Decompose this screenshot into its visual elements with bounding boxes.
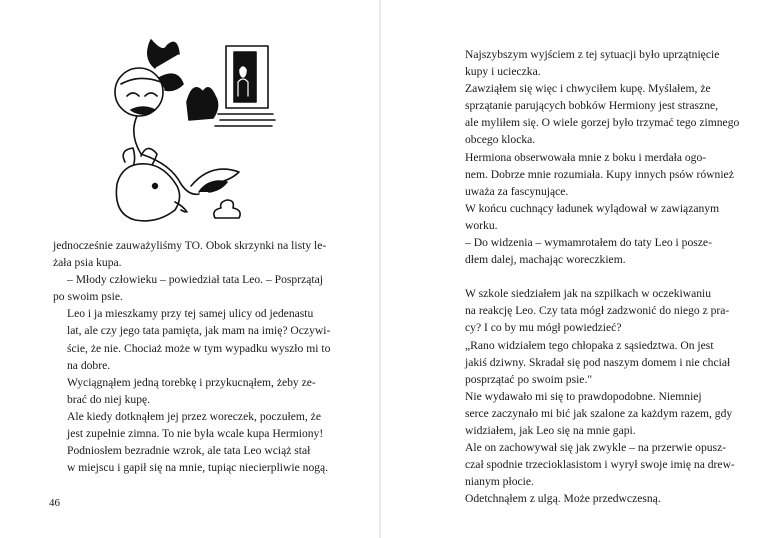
text-line: nem. Dobrze mnie rozumiała. Kupy innych psów również xyxy=(465,167,734,181)
text-line: na dobre. xyxy=(67,358,111,372)
text-line: Najszybszym wyjściem z tej sytuacji było uprzątnięcie xyxy=(465,48,720,61)
right-page-text xyxy=(451,46,740,507)
paragraph xyxy=(53,374,316,408)
text-line: Wyciągnąłem jedną torebkę i przykucnąłem, żeby ze- xyxy=(67,375,316,389)
text-line: Podniosłem bezradnie wzrok, ale tata Leo wciąż stał xyxy=(67,444,311,458)
paragraph xyxy=(451,234,712,268)
text-line: widziałem, jak Leo się na mnie gapi. xyxy=(465,423,636,437)
text-line: W końcu cuchnący ładunek wylądował w zawiązanym xyxy=(465,201,720,215)
text-line: posprzątać po swoim psie." xyxy=(465,372,593,386)
text-line: lat, ale czy jego tata pamięta, jak mam na imię? Oczywi- xyxy=(67,324,331,338)
text-line: jest zupełnie zimna. To nie była wcale kupa Hermiony! xyxy=(67,427,324,441)
text-line: worku. xyxy=(465,218,498,232)
text-line: uważa za fascynujące. xyxy=(465,184,569,198)
paragraph xyxy=(53,408,324,442)
text-line: – Młody człowieku – powiedział tata Leo. – Posprzątaj xyxy=(67,273,323,287)
text-line: Ale kiedy dotknąłem jej przez woreczek, poczułem, że xyxy=(67,409,321,423)
text-line: Zawziąłem się więc i chwyciłem kupę. Myślałem, że xyxy=(465,82,711,96)
text-line: – Do widzenia – wymamrotałem do taty Leo i posze- xyxy=(465,236,712,250)
text-line: obcego klocka. xyxy=(465,133,536,147)
paragraph xyxy=(451,439,735,490)
paragraph xyxy=(53,442,329,476)
paragraph xyxy=(451,46,720,80)
text-line: Odetchnąłem z ulgą. Może przedwczesną. xyxy=(465,492,661,506)
text-line: sprzątanie parujących bobków Hermiony jest straszne, xyxy=(465,99,719,113)
text-line: W szkole siedziałem jak na szpilkach w oczekiwaniu xyxy=(465,287,712,301)
text-line: czał spodnie trzecioklasistom i wyrył swoje imię na drew- xyxy=(465,458,735,472)
page-number: 46 xyxy=(49,497,60,509)
paragraph xyxy=(53,305,331,373)
text-line: Leo i ja mieszkamy przy tej samej ulicy od jedenastu xyxy=(67,307,314,321)
paragraph xyxy=(53,271,323,305)
text-line: cy? I co by mu mógł powiedzieć? xyxy=(465,321,622,335)
text-line: Ale on zachowywał się jak zwykle – na przerwie opusz- xyxy=(465,441,727,455)
paragraph xyxy=(451,80,740,148)
text-line: po swoim psie. xyxy=(53,290,123,304)
text-line: Hermiona obserwowała mnie z boku i merdała ogo- xyxy=(465,150,707,164)
paragraph xyxy=(451,149,734,200)
text-line: serce zaczynało mi bić jak szalone za każdym razem, gdy xyxy=(465,406,733,420)
paragraph xyxy=(451,490,709,507)
boy-and-dog-illustration xyxy=(95,34,287,234)
text-line: ście, że nie. Chociaż może w tym wypadku wyszło mi to xyxy=(67,341,331,355)
text-line: ale myliłem się. O wiele gorzej było trzymać tego zimnego xyxy=(465,116,740,130)
text-line: żała psia kupa. xyxy=(53,256,122,270)
text-line: jednocześnie zauważyliśmy TO. Obok skrzynki na listy le- xyxy=(53,239,327,252)
text-line: w miejscu i gapił się na mnie, tupiąc niecierpliwie nogą. xyxy=(67,461,329,475)
paragraph xyxy=(451,200,720,234)
text-line: na reakcję Leo. Czy tata mógł zadzwonić do niego z pra- xyxy=(465,304,730,318)
paragraph xyxy=(53,237,327,271)
paragraph xyxy=(451,337,731,388)
text-line: jakiś dziwny. Skradał się pod naszym domem i nie chciał xyxy=(465,355,731,369)
text-line: „Rano widziałem tego chłopaka z sąsiedztwa. On jest xyxy=(465,338,714,352)
text-line: Nie wydawało mi się to prawdopodobne. Niemniej xyxy=(465,389,702,403)
text-line: dłem dalej, machając woreczkiem. xyxy=(465,253,626,267)
text-line: nianym płocie. xyxy=(465,475,534,489)
text-line: kupy i ucieczka. xyxy=(465,65,541,79)
text-line: brać do niej kupę. xyxy=(67,392,151,406)
left-page-text xyxy=(53,237,331,476)
paragraph xyxy=(451,285,730,336)
paragraph xyxy=(451,388,733,439)
